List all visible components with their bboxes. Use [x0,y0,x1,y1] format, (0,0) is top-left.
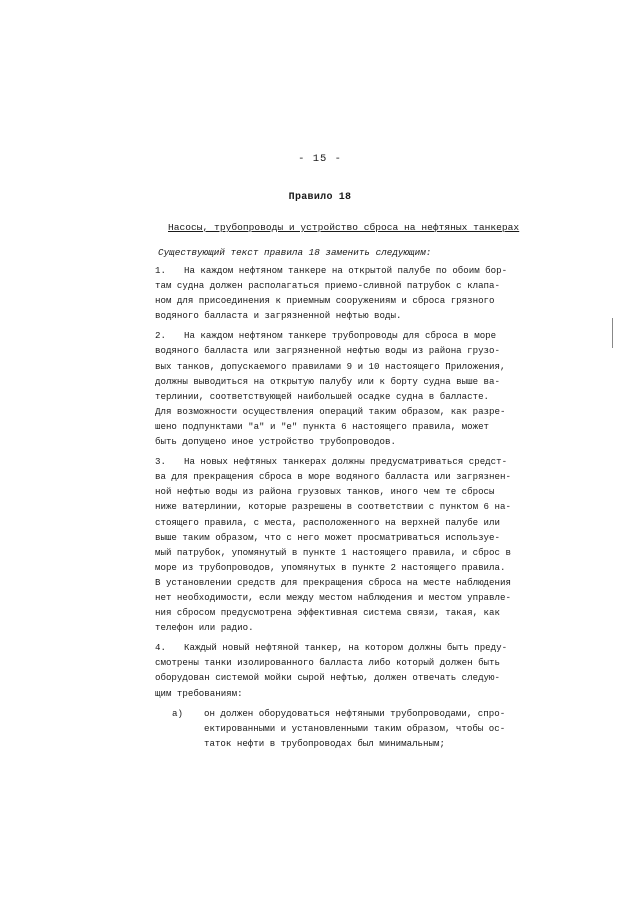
paragraph-line: ектированными и установленными таким образом, чтобы ос- [204,722,506,734]
paragraph-line: вых танков, допускаемого правилами 9 и 10 настоящего Приложения, [155,360,506,372]
subparagraph-a [172,706,515,751]
paragraph-line: смотрены танки изолированного балласта либо который должен быть [155,657,500,669]
paragraph-line: ном для присоединения к приемным сооружениям и сброса грязного [155,295,495,307]
margin-mark [612,318,613,348]
rule-heading-number: 18 [338,192,352,203]
paragraph-line: нет необходимости, если между местом наблюдения и местом управле- [155,591,511,603]
paragraph-4 [155,640,515,751]
paragraph-1 [155,263,515,323]
paragraph-line: 2. На каждом нефтяном танкере трубопроводы для сброса в море [155,328,515,343]
paragraph-line: должны выводиться на открытую палубу или к борту судна выше ва- [155,375,500,387]
paragraph-line: море из трубопроводов, упомянутых в пункте 2 настоящего правила. [155,561,506,573]
paragraph-line: стоящего правила, с места, расположенного на верхней палубе или [155,516,500,528]
paragraph-2 [155,328,515,449]
paragraph-line: терлинии, соответствующей наибольшей осадке судна в балласте. [155,390,490,402]
paragraph-line: 3. На новых нефтяных танкерах должны предусматриваться средст- [155,454,515,469]
paragraph-line: 4. Каждый новый нефтяной танкер, на котором должны быть преду- [155,640,515,655]
paragraph-line: щим требованиям: [155,687,243,699]
rule-subject: Насосы, трубопроводы и устройство сброса на нефтяных танкерах [168,222,520,233]
paragraph-line: ния сбросом предусмотрена эффективная система связи, такая, как [155,607,500,619]
paragraph-line: быть допущено иное устройство трубопроводов. [155,436,396,448]
rule-body [155,263,515,756]
rule-heading-label: Правило [288,192,333,203]
paragraph-line: водяного балласта и загрязненной нефтью воды. [155,310,402,322]
paragraph-line: водяного балласта или загрязненной нефтью воды из района грузо- [155,345,500,357]
paragraph-line: В установлении средств для прекращения сброса на месте наблюдения [155,576,511,588]
paragraph-line: таток нефти в трубопроводах был минимальным; [204,737,445,749]
paragraph-number: 2. [155,330,166,342]
paragraph-line: шено подпунктами "а" и "е" пункта 6 настоящего правила, может [155,420,490,432]
paragraph-line: Для возможности осуществления операций таким образом, как разре- [155,405,506,417]
paragraph-line: 1. На каждом нефтяном танкере на открытой палубе по обоим бор- [155,263,515,278]
paragraph-line: телефон или радио. [155,622,254,634]
rule-heading [0,192,640,203]
paragraph-line: ной нефтью воды из района грузовых танков, иного чем те сбросы [155,486,495,498]
paragraph-number: 4. [155,642,166,654]
subparagraph-label: а) [172,707,183,719]
subparagraph-text [204,706,505,751]
paragraph-line: выше таким образом, что с него может просматриваться используе- [155,531,500,543]
paragraph-line: оборудован системой мойки сырой нефтью, должен отвечать следую- [155,672,500,684]
amendment-intro: Существующий текст правила 18 заменить следующим: [158,247,432,258]
paragraph-number: 3. [155,456,166,468]
paragraph-line: там судна должен располагаться приемо-сливной патрубок с клапа- [155,280,500,292]
paragraph-line: ва для прекращения сброса в море водяного балласта или загрязнен- [155,471,511,483]
paragraph-line: мый патрубок, упомянутый в пункте 1 настоящего правила, и сброс в [155,546,511,558]
page-number: - 15 - [298,153,342,165]
paragraph-number: 1. [155,265,166,276]
paragraph-line: ниже ватерлинии, которые разрешены в соответствии с пунктом 6 на- [155,501,511,513]
paragraph-line: он должен оборудоваться нефтяными трубопроводами, спро- [204,707,506,719]
paragraph-3 [155,454,515,635]
